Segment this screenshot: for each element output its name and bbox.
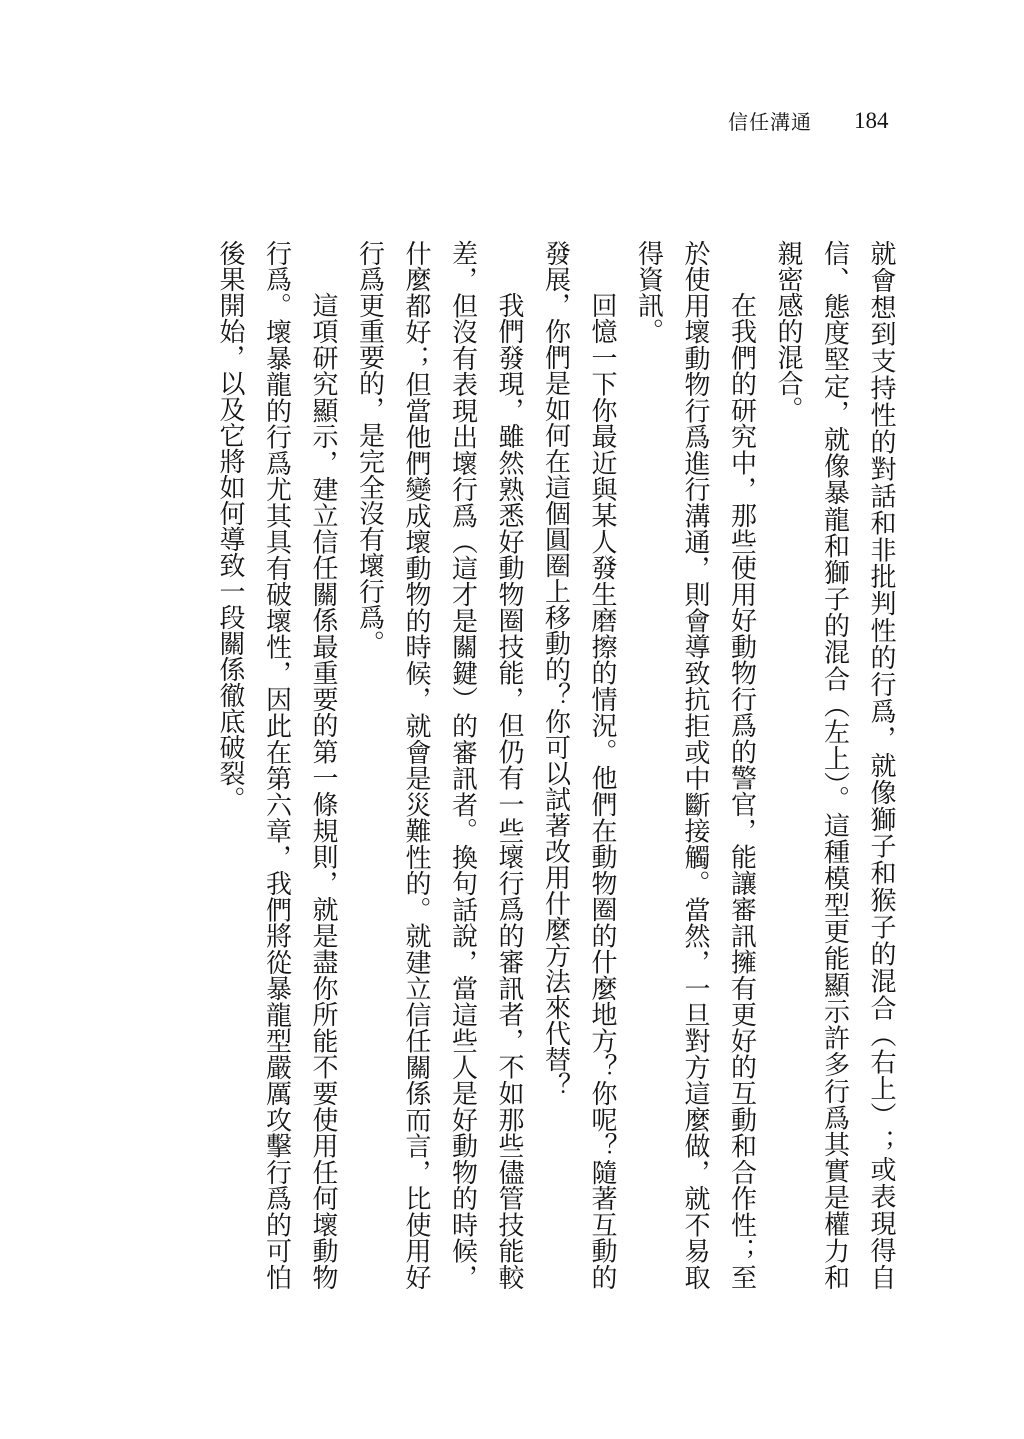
text-line: 差，但沒有表現出壞行爲（這才是關鍵）的審訊者。換句話說，當這些人是好動物的時候， [447, 240, 478, 1290]
text-line: 這項研究顯示，建立信任關係最重要的第一條規則，就是盡你所能不要使用任何壞動物 [308, 292, 338, 1290]
text-line: 親密感的混合。 [773, 240, 803, 422]
paragraph [765, 240, 905, 1290]
text-line: 什麼都好；但當他們變成壞動物的時候，就會是災難性的。就建立信任關係而言，比使用好 [401, 240, 431, 1290]
text-line: 就會想到支持性的對話和非批判性的行爲，就像獅子和猴子的混合（右上）；或表現得自 [866, 240, 896, 1290]
text-line: 我們發現，雖然熟悉好動物圈技能，但仍有一些壞行爲的審訊者，不如那些儘管技能較 [494, 292, 524, 1290]
running-header-title: 信任溝通 [728, 110, 812, 134]
text-line: 回憶一下你最近與某人發生磨擦的情況。他們在動物圈的什麼地方？你呢？隨著互動的 [587, 292, 617, 1290]
text-line: 得資訊。 [633, 240, 664, 344]
text-line: 於使用壞動物行爲進行溝通，則會導致抗拒或中斷接觸。當然，一旦對方這麼做，就不易取 [680, 240, 710, 1290]
text-line: 在我們的研究中，那些使用好動物行爲的警官，能讓審訊擁有更好的互動和合作性；至 [726, 292, 757, 1290]
page-number: 184 [854, 108, 889, 133]
paragraph [532, 240, 625, 1290]
text-line: 後果開始，以及它將如何導致一段關係徹底破裂。 [215, 240, 245, 812]
text-line: 行爲更重要的，是完全沒有壞行爲。 [354, 240, 385, 656]
text-line: 發展，你們是如何在這個圓圈上移動的？你可以試著改用什麼方法來代替？ [540, 240, 571, 1098]
text-line: 行爲。壞暴龍的行爲尤其具有破壞性，因此在第六章，我們將從暴龍型嚴厲攻擊行爲的可怕 [261, 240, 292, 1290]
text-line: 信、態度堅定，就像暴龍和獅子的混合（左上）。這種模型更能顯示許多行爲其實是權力和 [819, 240, 850, 1290]
paragraph [207, 240, 347, 1290]
body-text [207, 240, 905, 1290]
paragraph [625, 240, 765, 1290]
paragraph [346, 240, 532, 1290]
